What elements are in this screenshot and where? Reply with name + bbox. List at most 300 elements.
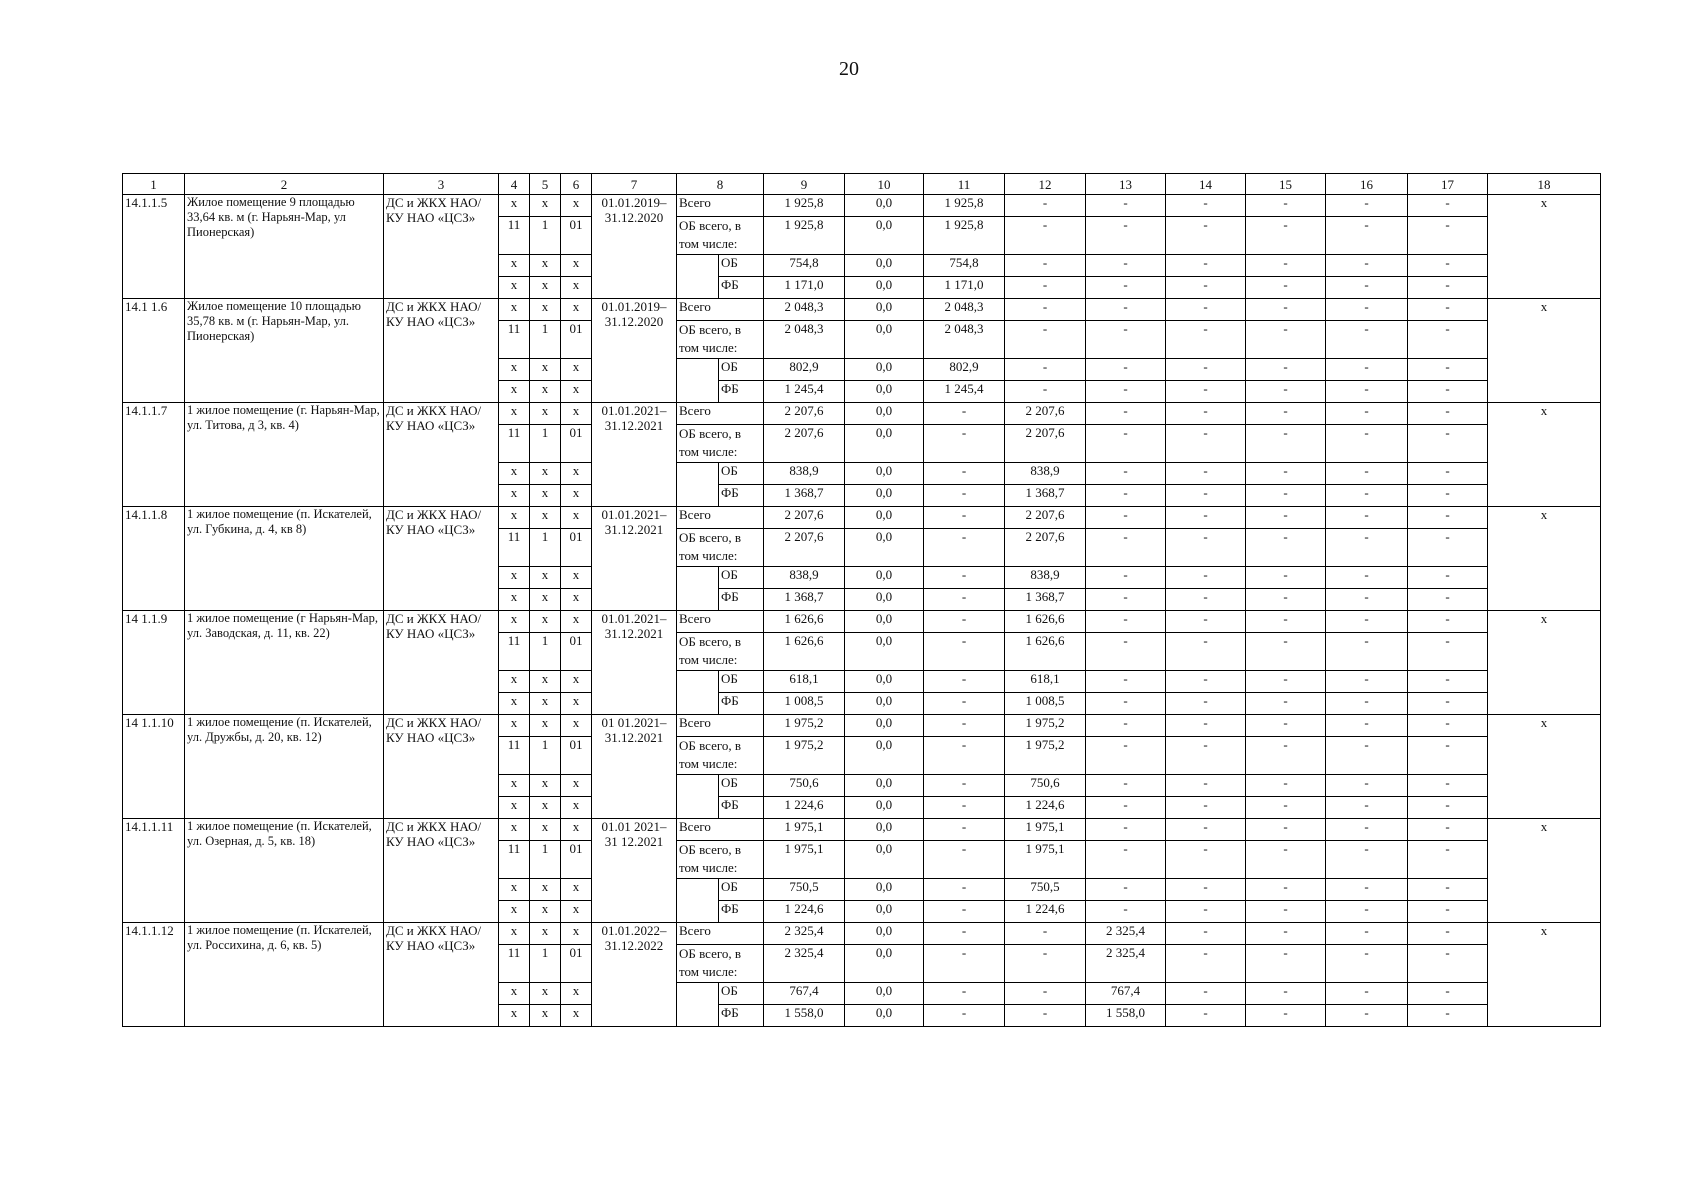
value-col-11: - <box>924 507 1005 529</box>
col-6-cell: 01 <box>561 529 592 567</box>
col-4-cell: 11 <box>499 529 530 567</box>
value-col-9: 2 207,6 <box>764 425 845 463</box>
value-col-10: 0,0 <box>845 819 924 841</box>
column-header-10: 10 <box>845 174 924 195</box>
value-col-11: - <box>924 633 1005 671</box>
value-col-11: - <box>924 1005 1005 1027</box>
value-col-16: - <box>1326 529 1408 567</box>
value-col-10: 0,0 <box>845 299 924 321</box>
measure-name: 1 жилое помещение (п. Искателей, ул. Дружбы, д. 20, кв. 12) <box>185 715 384 819</box>
col-6-cell: х <box>561 901 592 923</box>
value-col-17: - <box>1408 945 1488 983</box>
value-col-13: - <box>1086 299 1166 321</box>
value-col-17: - <box>1408 879 1488 901</box>
label-total: Всего <box>677 923 764 945</box>
value-col-15: - <box>1246 945 1326 983</box>
value-col-16: - <box>1326 841 1408 879</box>
spacer-cell <box>677 671 719 715</box>
label-ob: ОБ <box>719 567 764 589</box>
value-col-13: - <box>1086 277 1166 299</box>
value-col-14: - <box>1166 217 1246 255</box>
executor: ДС и ЖКХ НАО/ КУ НАО «ЦСЗ» <box>384 299 499 403</box>
value-col-9: 2 048,3 <box>764 299 845 321</box>
value-col-14: - <box>1166 277 1246 299</box>
value-col-13: - <box>1086 737 1166 775</box>
value-col-15: - <box>1246 715 1326 737</box>
value-col-12: - <box>1005 945 1086 983</box>
label-fb: ФБ <box>719 381 764 403</box>
value-col-11: 1 245,4 <box>924 381 1005 403</box>
value-col-14: - <box>1166 737 1246 775</box>
col-4-cell: х <box>499 589 530 611</box>
col-4-cell: х <box>499 507 530 529</box>
value-col-15: - <box>1246 983 1326 1005</box>
spacer-cell <box>677 879 719 923</box>
value-col-13: 1 558,0 <box>1086 1005 1166 1027</box>
value-col-15: - <box>1246 463 1326 485</box>
value-col-10: 0,0 <box>845 507 924 529</box>
spacer-cell <box>677 359 719 403</box>
value-col-17: - <box>1408 195 1488 217</box>
value-col-17: - <box>1408 567 1488 589</box>
value-col-17: - <box>1408 321 1488 359</box>
col-5-cell: х <box>530 923 561 945</box>
measure-name: 1 жилое помещение (п. Искателей, ул. Губкина, д. 4, кв 8) <box>185 507 384 611</box>
value-col-11: - <box>924 463 1005 485</box>
value-col-17: - <box>1408 217 1488 255</box>
measure-code: 14.1 1.6 <box>123 299 185 403</box>
value-col-9: 1 626,6 <box>764 611 845 633</box>
value-col-17: - <box>1408 715 1488 737</box>
col-4-cell: х <box>499 901 530 923</box>
value-col-10: 0,0 <box>845 797 924 819</box>
value-col-17: - <box>1408 923 1488 945</box>
value-col-13: - <box>1086 359 1166 381</box>
col-18-cell: х <box>1488 403 1601 507</box>
value-col-16: - <box>1326 775 1408 797</box>
col-5-cell: х <box>530 195 561 217</box>
value-col-13: - <box>1086 841 1166 879</box>
value-col-9: 838,9 <box>764 567 845 589</box>
value-col-17: - <box>1408 819 1488 841</box>
col-5-cell: х <box>530 403 561 425</box>
column-header-15: 15 <box>1246 174 1326 195</box>
value-col-16: - <box>1326 901 1408 923</box>
value-col-9: 2 325,4 <box>764 945 845 983</box>
value-col-13: - <box>1086 715 1166 737</box>
value-col-15: - <box>1246 901 1326 923</box>
col-6-cell: 01 <box>561 945 592 983</box>
measure-name: Жилое помещение 9 площадью 33,64 кв. м (г. Нарьян-Мар, ул Пионерская) <box>185 195 384 299</box>
col-6-cell: х <box>561 775 592 797</box>
executor: ДС и ЖКХ НАО/ КУ НАО «ЦСЗ» <box>384 715 499 819</box>
value-col-13: - <box>1086 507 1166 529</box>
spacer-cell <box>677 463 719 507</box>
value-col-17: - <box>1408 737 1488 775</box>
value-col-16: - <box>1326 403 1408 425</box>
column-header-17: 17 <box>1408 174 1488 195</box>
col-4-cell: х <box>499 611 530 633</box>
value-col-14: - <box>1166 841 1246 879</box>
col-5-cell: х <box>530 567 561 589</box>
value-col-9: 1 008,5 <box>764 693 845 715</box>
label-total: Всего <box>677 403 764 425</box>
col-6-cell: х <box>561 879 592 901</box>
value-col-17: - <box>1408 633 1488 671</box>
value-col-11: - <box>924 983 1005 1005</box>
col-6-cell: х <box>561 463 592 485</box>
value-col-10: 0,0 <box>845 359 924 381</box>
value-col-13: - <box>1086 901 1166 923</box>
value-col-16: - <box>1326 879 1408 901</box>
column-header-7: 7 <box>592 174 677 195</box>
value-col-16: - <box>1326 463 1408 485</box>
value-col-12: 1 368,7 <box>1005 485 1086 507</box>
value-col-10: 0,0 <box>845 775 924 797</box>
col-5-cell: 1 <box>530 945 561 983</box>
col-4-cell: 11 <box>499 841 530 879</box>
value-col-16: - <box>1326 737 1408 775</box>
value-col-9: 1 224,6 <box>764 797 845 819</box>
label-ob-total: ОБ всего, в том числе: <box>677 321 764 359</box>
value-col-15: - <box>1246 321 1326 359</box>
col-5-cell: х <box>530 671 561 693</box>
label-fb: ФБ <box>719 901 764 923</box>
col-4-cell: х <box>499 277 530 299</box>
value-col-12: 1 975,2 <box>1005 737 1086 775</box>
value-col-10: 0,0 <box>845 255 924 277</box>
value-col-14: - <box>1166 671 1246 693</box>
value-col-16: - <box>1326 611 1408 633</box>
value-col-13: - <box>1086 819 1166 841</box>
header-row <box>123 174 1601 195</box>
col-4-cell: х <box>499 359 530 381</box>
value-col-15: - <box>1246 879 1326 901</box>
col-6-cell: х <box>561 195 592 217</box>
value-col-9: 767,4 <box>764 983 845 1005</box>
col-4-cell: 11 <box>499 217 530 255</box>
value-col-14: - <box>1166 819 1246 841</box>
budget-table <box>122 173 1601 1027</box>
col-5-cell: х <box>530 901 561 923</box>
col-4-cell: х <box>499 485 530 507</box>
col-5-cell: 1 <box>530 841 561 879</box>
period-cell: 01.01.2021– 31.12.2021 <box>592 403 677 507</box>
value-col-17: - <box>1408 775 1488 797</box>
col-4-cell: 11 <box>499 321 530 359</box>
label-ob-total: ОБ всего, в том числе: <box>677 633 764 671</box>
column-header-2: 2 <box>185 174 384 195</box>
value-col-12: 1 975,1 <box>1005 841 1086 879</box>
column-header-8: 8 <box>677 174 764 195</box>
col-4-cell: х <box>499 195 530 217</box>
value-col-14: - <box>1166 567 1246 589</box>
value-col-15: - <box>1246 485 1326 507</box>
value-col-15: - <box>1246 589 1326 611</box>
col-4-cell: х <box>499 567 530 589</box>
value-col-16: - <box>1326 983 1408 1005</box>
col-5-cell: 1 <box>530 737 561 775</box>
value-col-14: - <box>1166 611 1246 633</box>
col-4-cell: х <box>499 1005 530 1027</box>
col-6-cell: х <box>561 1005 592 1027</box>
col-18-cell: х <box>1488 611 1601 715</box>
col-18-cell: х <box>1488 299 1601 403</box>
col-6-cell: х <box>561 359 592 381</box>
value-col-10: 0,0 <box>845 529 924 567</box>
value-col-15: - <box>1246 299 1326 321</box>
value-col-13: - <box>1086 217 1166 255</box>
label-total: Всего <box>677 195 764 217</box>
col-4-cell: х <box>499 693 530 715</box>
label-ob: ОБ <box>719 671 764 693</box>
value-col-17: - <box>1408 671 1488 693</box>
value-col-11: - <box>924 945 1005 983</box>
table-row <box>123 819 1601 841</box>
col-5-cell: 1 <box>530 529 561 567</box>
value-col-14: - <box>1166 633 1246 671</box>
value-col-10: 0,0 <box>845 879 924 901</box>
value-col-15: - <box>1246 507 1326 529</box>
value-col-16: - <box>1326 1005 1408 1027</box>
value-col-10: 0,0 <box>845 321 924 359</box>
col-18-cell: х <box>1488 819 1601 923</box>
column-header-9: 9 <box>764 174 845 195</box>
col-6-cell: 01 <box>561 841 592 879</box>
value-col-12: - <box>1005 381 1086 403</box>
value-col-14: - <box>1166 463 1246 485</box>
value-col-15: - <box>1246 359 1326 381</box>
period-cell: 01.01.2021– 31.12.2021 <box>592 507 677 611</box>
col-6-cell: х <box>561 671 592 693</box>
value-col-9: 1 925,8 <box>764 195 845 217</box>
value-col-15: - <box>1246 737 1326 775</box>
col-18-cell: х <box>1488 507 1601 611</box>
value-col-14: - <box>1166 715 1246 737</box>
col-4-cell: х <box>499 671 530 693</box>
value-col-13: - <box>1086 529 1166 567</box>
table-row <box>123 299 1601 321</box>
value-col-14: - <box>1166 403 1246 425</box>
col-5-cell: х <box>530 879 561 901</box>
table-row <box>123 715 1601 737</box>
value-col-15: - <box>1246 1005 1326 1027</box>
value-col-13: - <box>1086 381 1166 403</box>
col-5-cell: 1 <box>530 633 561 671</box>
col-6-cell: х <box>561 403 592 425</box>
value-col-10: 0,0 <box>845 901 924 923</box>
value-col-16: - <box>1326 277 1408 299</box>
col-4-cell: х <box>499 819 530 841</box>
value-col-10: 0,0 <box>845 693 924 715</box>
col-5-cell: х <box>530 693 561 715</box>
value-col-12: - <box>1005 359 1086 381</box>
value-col-15: - <box>1246 567 1326 589</box>
value-col-9: 1 368,7 <box>764 485 845 507</box>
value-col-11: 1 925,8 <box>924 217 1005 255</box>
value-col-14: - <box>1166 923 1246 945</box>
value-col-16: - <box>1326 255 1408 277</box>
value-col-14: - <box>1166 693 1246 715</box>
value-col-9: 2 207,6 <box>764 529 845 567</box>
label-total: Всего <box>677 819 764 841</box>
col-5-cell: 1 <box>530 321 561 359</box>
col-6-cell: х <box>561 507 592 529</box>
value-col-9: 1 975,1 <box>764 841 845 879</box>
value-col-10: 0,0 <box>845 589 924 611</box>
period-cell: 01.01.2022– 31.12.2022 <box>592 923 677 1027</box>
value-col-12: - <box>1005 217 1086 255</box>
value-col-15: - <box>1246 923 1326 945</box>
value-col-9: 2 207,6 <box>764 507 845 529</box>
table-row <box>123 195 1601 217</box>
value-col-15: - <box>1246 403 1326 425</box>
value-col-17: - <box>1408 507 1488 529</box>
label-total: Всего <box>677 611 764 633</box>
spacer-cell <box>677 567 719 611</box>
value-col-11: - <box>924 671 1005 693</box>
value-col-12: - <box>1005 195 1086 217</box>
value-col-13: - <box>1086 567 1166 589</box>
col-4-cell: 11 <box>499 945 530 983</box>
label-ob-total: ОБ всего, в том числе: <box>677 945 764 983</box>
value-col-13: 2 325,4 <box>1086 923 1166 945</box>
value-col-10: 0,0 <box>845 715 924 737</box>
value-col-9: 1 245,4 <box>764 381 845 403</box>
value-col-16: - <box>1326 485 1408 507</box>
value-col-11: - <box>924 737 1005 775</box>
value-col-15: - <box>1246 255 1326 277</box>
measure-code: 14.1.1.12 <box>123 923 185 1027</box>
value-col-17: - <box>1408 901 1488 923</box>
value-col-11: - <box>924 529 1005 567</box>
measure-code: 14 1.1.9 <box>123 611 185 715</box>
value-col-16: - <box>1326 715 1408 737</box>
value-col-15: - <box>1246 195 1326 217</box>
value-col-9: 1 975,2 <box>764 715 845 737</box>
value-col-16: - <box>1326 359 1408 381</box>
col-5-cell: х <box>530 611 561 633</box>
value-col-17: - <box>1408 485 1488 507</box>
value-col-14: - <box>1166 1005 1246 1027</box>
value-col-10: 0,0 <box>845 671 924 693</box>
value-col-16: - <box>1326 567 1408 589</box>
col-4-cell: 11 <box>499 633 530 671</box>
col-5-cell: х <box>530 299 561 321</box>
value-col-9: 750,5 <box>764 879 845 901</box>
value-col-9: 754,8 <box>764 255 845 277</box>
value-col-12: 1 626,6 <box>1005 611 1086 633</box>
value-col-12: 2 207,6 <box>1005 529 1086 567</box>
col-18-cell: х <box>1488 715 1601 819</box>
value-col-10: 0,0 <box>845 567 924 589</box>
col-6-cell: х <box>561 611 592 633</box>
col-4-cell: х <box>499 879 530 901</box>
value-col-14: - <box>1166 485 1246 507</box>
label-ob-total: ОБ всего, в том числе: <box>677 425 764 463</box>
col-6-cell: х <box>561 485 592 507</box>
value-col-14: - <box>1166 589 1246 611</box>
value-col-16: - <box>1326 693 1408 715</box>
value-col-13: - <box>1086 255 1166 277</box>
spacer-cell <box>677 255 719 299</box>
value-col-13: - <box>1086 485 1166 507</box>
label-ob-total: ОБ всего, в том числе: <box>677 737 764 775</box>
col-6-cell: х <box>561 923 592 945</box>
value-col-11: - <box>924 589 1005 611</box>
col-5-cell: х <box>530 819 561 841</box>
value-col-15: - <box>1246 797 1326 819</box>
label-ob: ОБ <box>719 775 764 797</box>
value-col-12: 1 975,2 <box>1005 715 1086 737</box>
value-col-11: 802,9 <box>924 359 1005 381</box>
value-col-11: - <box>924 775 1005 797</box>
label-fb: ФБ <box>719 797 764 819</box>
value-col-12: 838,9 <box>1005 463 1086 485</box>
column-header-1: 1 <box>123 174 185 195</box>
value-col-11: 754,8 <box>924 255 1005 277</box>
column-header-5: 5 <box>530 174 561 195</box>
col-6-cell: х <box>561 255 592 277</box>
spacer-cell <box>677 775 719 819</box>
value-col-13: 767,4 <box>1086 983 1166 1005</box>
value-col-13: - <box>1086 879 1166 901</box>
value-col-16: - <box>1326 589 1408 611</box>
value-col-11: 2 048,3 <box>924 321 1005 359</box>
value-col-11: - <box>924 715 1005 737</box>
value-col-13: - <box>1086 611 1166 633</box>
col-5-cell: х <box>530 589 561 611</box>
value-col-12: 1 224,6 <box>1005 797 1086 819</box>
col-6-cell: х <box>561 797 592 819</box>
value-col-17: - <box>1408 299 1488 321</box>
col-4-cell: 11 <box>499 737 530 775</box>
value-col-17: - <box>1408 381 1488 403</box>
label-ob: ОБ <box>719 359 764 381</box>
value-col-13: - <box>1086 775 1166 797</box>
column-header-16: 16 <box>1326 174 1408 195</box>
value-col-11: 2 048,3 <box>924 299 1005 321</box>
value-col-11: - <box>924 611 1005 633</box>
measure-name: Жилое помещение 10 площадью 35,78 кв. м (г. Нарьян-Мар, ул. Пионерская) <box>185 299 384 403</box>
value-col-13: - <box>1086 195 1166 217</box>
measure-code: 14.1.1.8 <box>123 507 185 611</box>
col-6-cell: х <box>561 277 592 299</box>
value-col-12: - <box>1005 277 1086 299</box>
value-col-16: - <box>1326 299 1408 321</box>
value-col-12: 1 626,6 <box>1005 633 1086 671</box>
value-col-10: 0,0 <box>845 923 924 945</box>
value-col-15: - <box>1246 819 1326 841</box>
col-6-cell: 01 <box>561 633 592 671</box>
value-col-12: 838,9 <box>1005 567 1086 589</box>
value-col-16: - <box>1326 507 1408 529</box>
column-header-6: 6 <box>561 174 592 195</box>
col-5-cell: х <box>530 775 561 797</box>
col-5-cell: 1 <box>530 425 561 463</box>
col-18-cell: х <box>1488 195 1601 299</box>
value-col-14: - <box>1166 359 1246 381</box>
value-col-11: - <box>924 819 1005 841</box>
value-col-10: 0,0 <box>845 1005 924 1027</box>
value-col-10: 0,0 <box>845 277 924 299</box>
label-ob: ОБ <box>719 463 764 485</box>
value-col-14: - <box>1166 195 1246 217</box>
value-col-16: - <box>1326 321 1408 359</box>
value-col-13: - <box>1086 321 1166 359</box>
col-6-cell: х <box>561 983 592 1005</box>
value-col-12: 750,6 <box>1005 775 1086 797</box>
